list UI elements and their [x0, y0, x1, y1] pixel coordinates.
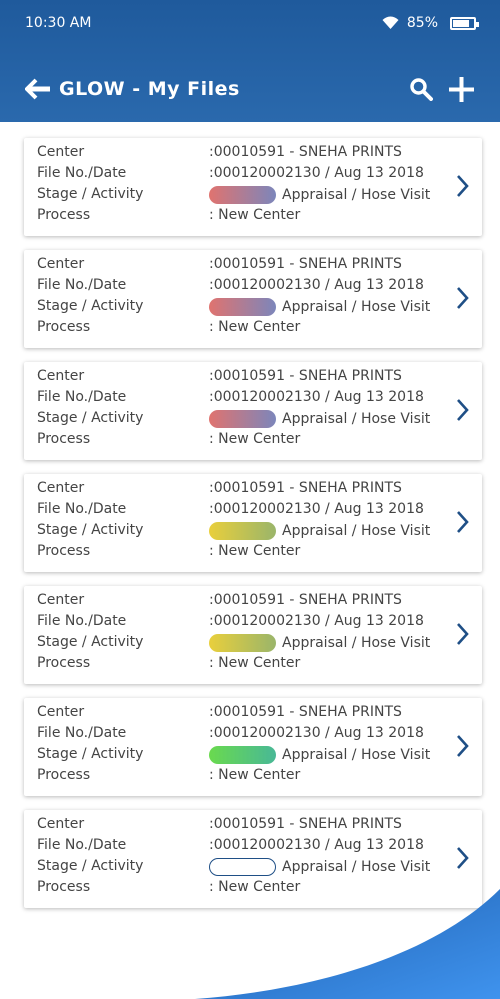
activity-text: Appraisal / Hose Visit: [282, 859, 431, 875]
file-row-activity: [37, 522, 457, 542]
activity-text: Appraisal / Hose Visit: [282, 747, 431, 763]
field-label: Center: [37, 368, 85, 384]
file-row-activity: [37, 298, 457, 318]
field-value: [209, 634, 430, 652]
file-card[interactable]: [24, 474, 482, 572]
field-label: Center: [37, 480, 85, 496]
field-label: Center: [37, 144, 85, 160]
activity-text: Appraisal / Hose Visit: [282, 635, 431, 651]
file-row-file-date: [37, 277, 457, 297]
field-label: Center: [37, 704, 85, 720]
field-label: File No./Date: [37, 725, 127, 741]
field-label: Center: [37, 592, 85, 608]
field-label: Stage / Activity: [37, 746, 144, 762]
field-value: :00010591 - SNEHA PRINTS: [209, 704, 402, 720]
field-value: : New Center: [209, 767, 301, 783]
field-label: Process: [37, 767, 91, 783]
file-row-center: [37, 368, 457, 388]
file-row-file-date: [37, 613, 457, 633]
field-label: File No./Date: [37, 501, 127, 517]
field-label: Process: [37, 655, 91, 671]
field-value: : New Center: [209, 543, 301, 559]
field-value: :000120002130 / Aug 13 2018: [209, 613, 424, 629]
file-card[interactable]: [24, 586, 482, 684]
field-value: : New Center: [209, 655, 301, 671]
field-label: Stage / Activity: [37, 298, 144, 314]
file-row-center: [37, 480, 457, 500]
field-label: Stage / Activity: [37, 858, 144, 874]
chevron-right-icon[interactable]: [456, 174, 470, 198]
field-label: Stage / Activity: [37, 522, 144, 538]
field-value: :000120002130 / Aug 13 2018: [209, 725, 424, 741]
file-row-file-date: [37, 165, 457, 185]
battery-icon: [450, 17, 476, 30]
file-row-file-date: [37, 837, 457, 857]
arrow-left-icon[interactable]: [25, 78, 51, 100]
file-row-process: [37, 655, 457, 675]
stage-indicator: [209, 746, 276, 764]
field-label: Stage / Activity: [37, 186, 144, 202]
field-label: Stage / Activity: [37, 410, 144, 426]
field-label: Center: [37, 816, 85, 832]
field-value: :000120002130 / Aug 13 2018: [209, 277, 424, 293]
status-indicators: [382, 15, 476, 31]
field-value: :000120002130 / Aug 13 2018: [209, 837, 424, 853]
field-value: :000120002130 / Aug 13 2018: [209, 165, 424, 181]
field-value: :00010591 - SNEHA PRINTS: [209, 816, 402, 832]
field-value: :00010591 - SNEHA PRINTS: [209, 144, 402, 160]
field-value: :00010591 - SNEHA PRINTS: [209, 592, 402, 608]
field-value: [209, 186, 430, 204]
wifi-icon: [382, 16, 399, 30]
chevron-right-icon[interactable]: [456, 286, 470, 310]
field-label: Process: [37, 543, 91, 559]
field-value: :00010591 - SNEHA PRINTS: [209, 256, 402, 272]
activity-text: Appraisal / Hose Visit: [282, 299, 431, 315]
file-row-center: [37, 704, 457, 724]
file-row-process: [37, 543, 457, 563]
file-row-center: [37, 592, 457, 612]
plus-icon[interactable]: [449, 77, 474, 102]
chevron-right-icon[interactable]: [456, 622, 470, 646]
activity-text: Appraisal / Hose Visit: [282, 411, 431, 427]
file-row-file-date: [37, 389, 457, 409]
file-card[interactable]: [24, 138, 482, 236]
file-card[interactable]: [24, 362, 482, 460]
file-row-center: [37, 144, 457, 164]
field-label: File No./Date: [37, 277, 127, 293]
file-row-process: [37, 767, 457, 787]
field-label: File No./Date: [37, 165, 127, 181]
field-value: [209, 522, 430, 540]
field-label: File No./Date: [37, 389, 127, 405]
status-time: 10:30 AM: [25, 15, 92, 31]
stage-indicator: [209, 298, 276, 316]
file-card[interactable]: [24, 250, 482, 348]
activity-text: Appraisal / Hose Visit: [282, 523, 431, 539]
file-row-process: [37, 207, 457, 227]
file-row-activity: [37, 746, 457, 766]
field-value: :00010591 - SNEHA PRINTS: [209, 480, 402, 496]
file-row-activity: [37, 858, 457, 878]
field-value: [209, 410, 430, 428]
file-row-activity: [37, 634, 457, 654]
chevron-right-icon[interactable]: [456, 846, 470, 870]
file-row-file-date: [37, 725, 457, 745]
chevron-right-icon[interactable]: [456, 510, 470, 534]
file-row-center: [37, 256, 457, 276]
field-value: [209, 858, 430, 876]
field-value: :000120002130 / Aug 13 2018: [209, 389, 424, 405]
field-value: : New Center: [209, 431, 301, 447]
field-value: [209, 746, 430, 764]
field-value: :000120002130 / Aug 13 2018: [209, 501, 424, 517]
file-row-activity: [37, 410, 457, 430]
header: [0, 0, 500, 122]
file-row-process: [37, 319, 457, 339]
field-value: : New Center: [209, 879, 301, 895]
field-label: Stage / Activity: [37, 634, 144, 650]
chevron-right-icon[interactable]: [456, 398, 470, 422]
chevron-right-icon[interactable]: [456, 734, 470, 758]
stage-indicator: [209, 522, 276, 540]
field-label: File No./Date: [37, 613, 127, 629]
stage-indicator: [209, 634, 276, 652]
file-row-process: [37, 431, 457, 451]
field-label: Process: [37, 879, 91, 895]
status-bar: [0, 0, 500, 46]
file-list: [24, 138, 482, 922]
field-label: Process: [37, 319, 91, 335]
field-value: [209, 298, 430, 316]
stage-indicator: [209, 858, 276, 876]
field-label: Center: [37, 256, 85, 272]
field-label: Process: [37, 431, 91, 447]
activity-text: Appraisal / Hose Visit: [282, 187, 431, 203]
page-title: GLOW - My Files: [59, 78, 240, 100]
stage-indicator: [209, 186, 276, 204]
field-label: Process: [37, 207, 91, 223]
file-row-center: [37, 816, 457, 836]
file-card[interactable]: [24, 698, 482, 796]
battery-percent: 85%: [406, 15, 438, 31]
file-row-activity: [37, 186, 457, 206]
bottom-wave-decoration: [0, 879, 500, 999]
search-icon[interactable]: [409, 77, 433, 101]
stage-indicator: [209, 410, 276, 428]
field-value: : New Center: [209, 207, 301, 223]
app-bar: [0, 70, 500, 112]
file-row-file-date: [37, 501, 457, 521]
field-label: File No./Date: [37, 837, 127, 853]
field-value: :00010591 - SNEHA PRINTS: [209, 368, 402, 384]
field-value: : New Center: [209, 319, 301, 335]
